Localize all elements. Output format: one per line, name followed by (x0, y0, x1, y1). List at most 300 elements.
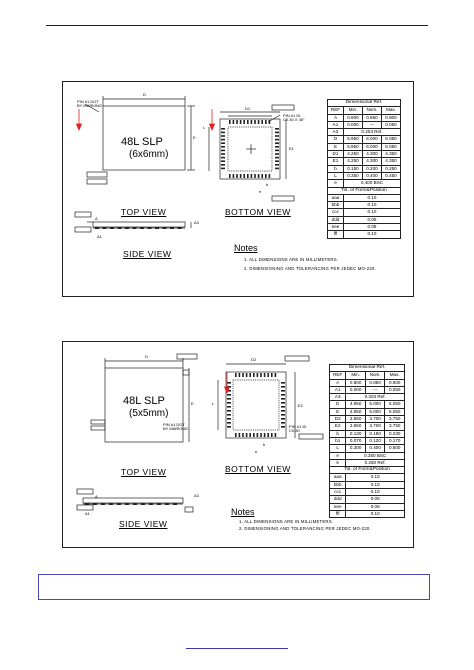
pad (251, 120, 253, 124)
col-header: REF (328, 107, 344, 114)
tolerance-row (328, 224, 401, 231)
top-view-title: TOP VIEW (121, 467, 167, 477)
side-lead (103, 227, 107, 229)
notes-title: Notes (231, 507, 255, 517)
pad (275, 373, 277, 377)
tolerance-row (328, 194, 401, 201)
table-row (328, 129, 401, 136)
dim-d-label: D (143, 92, 146, 97)
pad (246, 433, 248, 437)
table-row (328, 165, 401, 172)
side-lead (165, 503, 169, 505)
pad (275, 128, 279, 130)
dim-a1-label: A1 (85, 511, 90, 516)
ref-cell: D (328, 136, 344, 143)
dim-l-label: L (203, 125, 206, 130)
pad (247, 174, 249, 178)
value-cell: 5.000 (365, 408, 385, 415)
ref-cell: e (328, 180, 344, 187)
dim-a3-label: A3 (194, 493, 199, 498)
value-cell: 6.000 (362, 143, 381, 150)
pad (261, 120, 263, 124)
col-header: REF (330, 372, 346, 379)
pad (253, 433, 255, 437)
pad (264, 373, 266, 377)
value-cell: 0.350 BSC (346, 452, 405, 459)
pin1-dot-label: PIN #1 DOT BY MARKING (163, 422, 189, 431)
value-cell: 0.203 Ref. (343, 129, 400, 136)
ref-cell: L (330, 445, 346, 452)
value-cell: 0.150 (343, 165, 362, 172)
value-cell: 0.850 (362, 114, 381, 121)
side-lead (125, 227, 129, 229)
value-cell: 0.230 (385, 430, 405, 437)
note-2: 2. DIMENSIONING AND TOLERANCING PER JEDEC MO-220. (244, 266, 376, 271)
side-lead (163, 227, 167, 229)
value-cell: 0.070 (346, 437, 366, 444)
value-cell: 4.950 (346, 408, 366, 415)
pad (221, 135, 225, 137)
ref-cell: A (330, 379, 346, 386)
value-cell: 0.400 (362, 172, 381, 179)
col-header: Min. (343, 107, 362, 114)
footer-box (38, 574, 430, 600)
value-cell: --- (362, 121, 381, 128)
dim-e1-label: E1 (289, 146, 294, 151)
value-cell: 0.350 (343, 172, 362, 179)
value-cell: 0.250 (381, 165, 400, 172)
tolerance-value: 0.10 (346, 481, 405, 488)
pad (227, 418, 231, 420)
pad (221, 128, 225, 130)
tolerance-value: 0.10 (346, 510, 405, 517)
value-cell: 0.800 (346, 379, 366, 386)
pad (257, 373, 259, 377)
value-cell: 0.120 (365, 437, 385, 444)
tolerance-symbol: ccc (330, 489, 346, 496)
value-cell: 0.180 (365, 430, 385, 437)
bottom-view-title: BOTTOM VIEW (225, 207, 291, 217)
note-1: 1. ALL DIMENSIONS ARE IN MILLIMETERS. (244, 257, 339, 262)
value-cell: 0.850 (365, 379, 385, 386)
dim-a3-label: A3 (194, 220, 199, 225)
table-header-row (330, 372, 405, 379)
dim-d2-label: D2 (251, 357, 257, 362)
value-cell: 0.400 (365, 445, 385, 452)
pad (254, 120, 256, 124)
pad (267, 433, 269, 437)
pad (275, 132, 279, 134)
tolerance-symbol: fff (330, 510, 346, 517)
pad (227, 414, 231, 416)
pad (227, 402, 231, 404)
tolerance-symbol: eee (328, 224, 344, 231)
side-lead (178, 227, 182, 229)
package-name: 48L SLP (123, 395, 165, 407)
value-cell: 3.650 (346, 423, 366, 430)
tolerance-symbol: bbb (330, 481, 346, 488)
tolerance-value: 0.10 (346, 474, 405, 481)
side-lead (101, 503, 105, 505)
pad (227, 406, 231, 408)
pad (227, 394, 231, 396)
col-header: Max. (385, 372, 405, 379)
pad (229, 174, 231, 178)
pad (264, 433, 266, 437)
tolerance-symbol: bbb (328, 202, 344, 209)
pad (275, 146, 279, 148)
value-cell: 0.130 (346, 430, 366, 437)
package-name: 48L SLP (121, 136, 163, 148)
table-row (330, 423, 405, 430)
value-cell: 4.250 (343, 158, 362, 165)
value-cell: 3.650 (346, 416, 366, 423)
tolerance-value: 0.10 (343, 202, 400, 209)
side-lead (148, 227, 152, 229)
pad (249, 373, 251, 377)
value-cell: 0.500 (385, 445, 405, 452)
note-2: 2. DIMENSIONING AND TOLERANCING PER JEDEC MO-220. (239, 526, 371, 531)
side-lead (157, 503, 161, 505)
value-cell: 4.950 (346, 401, 366, 408)
table-row (328, 121, 401, 128)
pad (221, 132, 225, 134)
table-row (330, 386, 405, 393)
pad (281, 390, 285, 392)
dimension-table (329, 364, 405, 518)
pad (281, 418, 285, 420)
ref-cell: b1 (330, 437, 346, 444)
pad (271, 373, 273, 377)
value-cell: 6.050 (381, 143, 400, 150)
notes-title: Notes (234, 243, 258, 253)
side-view-title: SIDE VIEW (119, 519, 168, 529)
value-cell: 5.950 (343, 136, 362, 143)
value-cell: 5.050 (385, 408, 405, 415)
ref-cell: b (328, 165, 344, 172)
side-lead (155, 227, 159, 229)
col-header: Min. (346, 372, 366, 379)
ref-cell: A1 (330, 386, 346, 393)
pad (281, 422, 285, 424)
table-row (330, 408, 405, 415)
table-caption: Dimensional Ref. (328, 100, 401, 107)
side-view-title: SIDE VIEW (123, 249, 172, 259)
pad (269, 120, 271, 124)
table-row (330, 394, 405, 401)
value-cell: 5.950 (343, 143, 362, 150)
value-cell: 0.170 (385, 437, 405, 444)
pad (275, 164, 279, 166)
pad (281, 386, 285, 388)
value-cell: 3.750 (385, 423, 405, 430)
ref-cell: D1 (328, 151, 344, 158)
tolerance-row (330, 496, 405, 503)
side-lead (125, 503, 129, 505)
dim-d-label: D (145, 354, 148, 359)
package-size: (6x6mm) (129, 149, 169, 160)
dim-e-label: E (191, 401, 194, 406)
package-drawing-5x5 (62, 341, 414, 548)
value-cell: 0.203 Ref. (346, 394, 405, 401)
value-cell: 6.000 (362, 136, 381, 143)
tolerance-symbol: ccc (328, 209, 344, 216)
pad (247, 120, 249, 124)
value-cell: 0.000 (343, 121, 362, 128)
pad (227, 410, 231, 412)
value-cell: --- (365, 386, 385, 393)
pad (275, 139, 279, 141)
dim-a-label: A (95, 494, 98, 499)
value-cell: 4.250 (343, 151, 362, 158)
pad (221, 164, 225, 166)
tolerance-value: 0.10 (343, 209, 400, 216)
ref-cell: k (330, 459, 346, 466)
value-cell: 0.250 Ref. (346, 459, 405, 466)
ref-cell: D (330, 401, 346, 408)
tolerance-symbol: eee (330, 503, 346, 510)
pad (227, 398, 231, 400)
value-cell: 0.900 (385, 379, 405, 386)
package-size: (5x5mm) (129, 408, 169, 419)
pad (281, 426, 285, 428)
value-cell: 0.050 (385, 386, 405, 393)
tolerance-symbol: ddd (330, 496, 346, 503)
pad (275, 142, 279, 144)
col-header: Nom. (362, 107, 381, 114)
tolerance-row (328, 216, 401, 223)
value-cell: 4.300 (362, 158, 381, 165)
pad (253, 373, 255, 377)
pad (221, 150, 225, 152)
pad (258, 174, 260, 178)
value-cell: 0.800 (343, 114, 362, 121)
dimension-table (327, 99, 401, 239)
dim-e-pitch-label: e (255, 449, 258, 454)
pad (281, 406, 285, 408)
ref-cell: A3 (328, 129, 344, 136)
table-header-row (328, 107, 401, 114)
table-row (328, 114, 401, 121)
pad (275, 150, 279, 152)
value-cell: 0.400 BSC (343, 180, 400, 187)
pad (235, 433, 237, 437)
pad (257, 433, 259, 437)
dim-d1-label: D1 (245, 106, 251, 111)
col-header: Max. (381, 107, 400, 114)
pad (249, 433, 251, 437)
dim-a1-label: A1 (97, 234, 102, 239)
pad (243, 174, 245, 178)
tolerance-symbol: fff (328, 231, 344, 238)
pad (260, 373, 262, 377)
tolerance-value: 0.08 (343, 224, 400, 231)
side-lead (109, 503, 113, 505)
pad (281, 382, 285, 384)
pad (275, 433, 277, 437)
pad (269, 174, 271, 178)
value-cell: 5.050 (385, 401, 405, 408)
pad (229, 120, 231, 124)
table-row (328, 136, 401, 143)
tolerance-value: 0.10 (343, 231, 400, 238)
col-header: Nom. (365, 372, 385, 379)
pad (275, 153, 279, 155)
table-row (328, 158, 401, 165)
pad (221, 168, 225, 170)
value-cell: 4.350 (381, 158, 400, 165)
dim-l-label: L (212, 401, 215, 406)
value-cell: 0.450 (381, 172, 400, 179)
value-cell: 5.000 (365, 401, 385, 408)
value-cell: 0.900 (381, 114, 400, 121)
pad (254, 174, 256, 178)
tolerance-row (330, 510, 405, 517)
tolerance-caption: Tol. of Form&Position (330, 467, 405, 474)
ref-cell: E1 (328, 158, 344, 165)
bottom-view-title: BOTTOM VIEW (225, 464, 291, 474)
side-lead (170, 227, 174, 229)
value-cell: 3.750 (385, 416, 405, 423)
dim-b-label: b (266, 182, 269, 187)
value-cell: 6.050 (381, 136, 400, 143)
side-lead (95, 227, 99, 229)
side-lead (118, 227, 122, 229)
value-cell: 0.000 (346, 386, 366, 393)
ref-cell: A1 (328, 121, 344, 128)
side-lead (110, 227, 114, 229)
ref-cell: E (330, 408, 346, 415)
pad (281, 410, 285, 412)
pad (275, 135, 279, 137)
value-cell: 0.200 (362, 165, 381, 172)
pad (239, 373, 241, 377)
pad (235, 373, 237, 377)
pad (260, 433, 262, 437)
dim-b-label: b (263, 442, 266, 447)
table-row (330, 416, 405, 423)
pad (265, 120, 267, 124)
table-row (330, 437, 405, 444)
pad (221, 153, 225, 155)
pad (236, 120, 238, 124)
tolerance-value: 0.10 (343, 194, 400, 201)
ref-cell: A3 (330, 394, 346, 401)
tolerance-symbol: ddd (328, 216, 344, 223)
pad (221, 157, 225, 159)
pad (221, 146, 225, 148)
table-caption: Dimensional Ref. (330, 365, 405, 372)
pad (261, 174, 263, 178)
header-rule (46, 25, 428, 26)
pad (227, 426, 231, 428)
package-drawing-6x6 (62, 81, 414, 297)
pad (251, 174, 253, 178)
tolerance-row (328, 209, 401, 216)
pin1-id-label: PIN #1 ID C0.30 (289, 424, 307, 433)
value-cell: 3.700 (365, 416, 385, 423)
pad (221, 142, 225, 144)
footer-link-underline (186, 648, 288, 649)
side-lead (117, 503, 121, 505)
side-lead (141, 503, 145, 505)
pad (240, 120, 242, 124)
pad (243, 120, 245, 124)
pad (246, 373, 248, 377)
side-lead (140, 227, 144, 229)
ref-cell: b (330, 430, 346, 437)
pad (275, 160, 279, 162)
side-lead (85, 503, 89, 505)
side-lead (133, 227, 137, 229)
value-cell: 4.300 (362, 151, 381, 158)
table-row (330, 445, 405, 452)
tolerance-row (330, 474, 405, 481)
pad (242, 433, 244, 437)
tolerance-row (328, 202, 401, 209)
value-cell: 0.300 (346, 445, 366, 452)
pad (281, 394, 285, 396)
tolerance-symbol: aaa (330, 474, 346, 481)
tolerance-row (330, 489, 405, 496)
tolerance-caption: Tol. of Form&Position (328, 187, 401, 194)
top-view-title: TOP VIEW (121, 207, 167, 217)
value-cell: 4.350 (381, 151, 400, 158)
tolerance-value: 0.08 (346, 503, 405, 510)
tolerance-value: 0.05 (346, 496, 405, 503)
side-lead (173, 503, 177, 505)
pad (236, 174, 238, 178)
tolerance-row (330, 503, 405, 510)
pad (281, 402, 285, 404)
ref-cell: A (328, 114, 344, 121)
pad (221, 139, 225, 141)
tolerance-row (330, 481, 405, 488)
pad (271, 433, 273, 437)
ref-cell: e (330, 452, 346, 459)
ref-cell: E (328, 143, 344, 150)
tolerance-symbol: aaa (328, 194, 344, 201)
table-row (328, 143, 401, 150)
table-row (328, 172, 401, 179)
ref-cell: E2 (330, 423, 346, 430)
table-row (330, 401, 405, 408)
table-row (328, 180, 401, 187)
pad (267, 373, 269, 377)
dim-a-label: A (95, 216, 98, 221)
pad (221, 160, 225, 162)
pad (233, 120, 235, 124)
pad (227, 382, 231, 384)
table-row (328, 151, 401, 158)
tolerance-value: 0.10 (346, 489, 405, 496)
table-row (330, 379, 405, 386)
pad (265, 174, 267, 178)
pad (240, 174, 242, 178)
table-row (330, 452, 405, 459)
dim-e-label: E (193, 135, 196, 140)
pad (227, 422, 231, 424)
ref-cell: L (328, 172, 344, 179)
dim-e2-label: E2 (298, 403, 303, 408)
note-1: 1. ALL DIMENSIONS ARE IN MILLIMETERS. (239, 519, 334, 524)
pad (258, 120, 260, 124)
pin1-id-label: PIN #1 ID C0.30 X 45° (283, 113, 305, 122)
pin1-dot-label: PIN #1 DOT BY MARKING (77, 99, 103, 108)
pad (233, 174, 235, 178)
table-row (330, 459, 405, 466)
pad (275, 157, 279, 159)
